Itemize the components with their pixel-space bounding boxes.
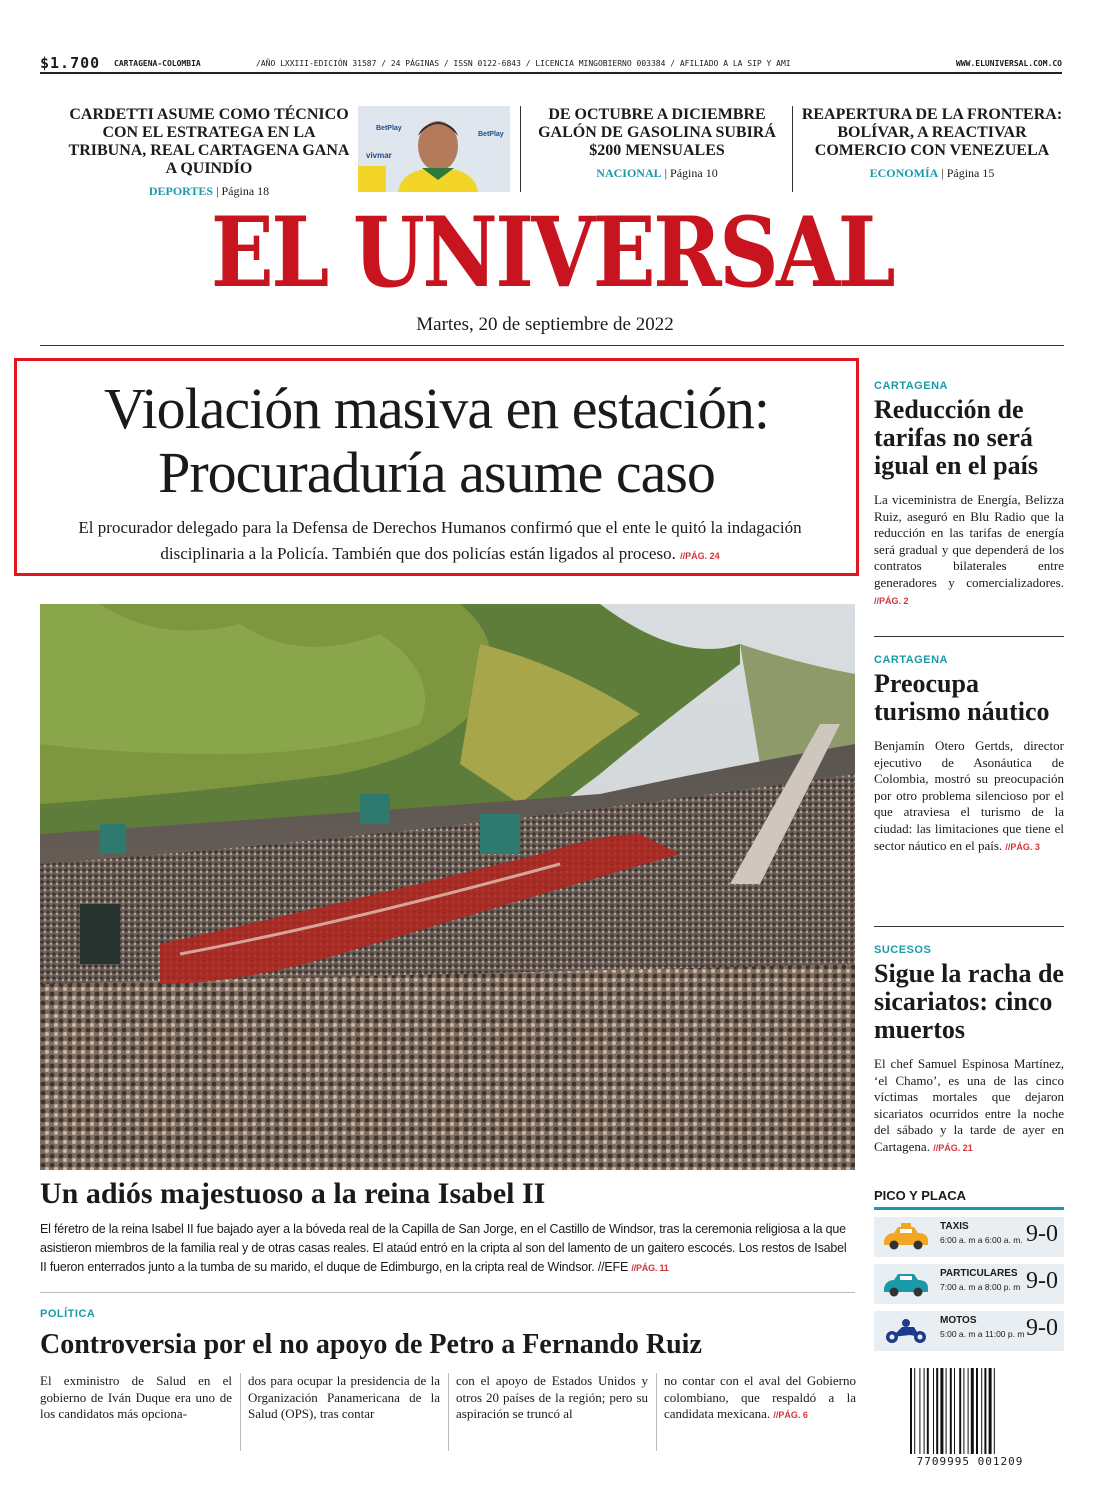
masthead-title: EL UNIVERSAL	[210, 196, 894, 309]
divider	[874, 926, 1064, 927]
svg-text:BetPlay: BetPlay	[376, 125, 402, 132]
divider	[240, 1373, 241, 1451]
funeral-photo	[40, 604, 855, 1170]
teaser-sports[interactable]	[64, 106, 354, 199]
lead-story[interactable]	[14, 358, 859, 576]
lead-deck: El procurador delegado para la Defensa de Derechos Humanos confirmó que el ente le quitó la indagación disciplinaria a la Policía. También que dos policías están ligados al proceso. //PÁG. 24	[78, 518, 802, 563]
pyp-row-taxis	[874, 1217, 1064, 1257]
teaser-page-ref: ECONOMÍA | Página 15	[869, 166, 995, 180]
pyp-label: MOTOS	[940, 1315, 977, 1326]
divider	[656, 1373, 657, 1451]
section-label: CARTAGENA	[874, 654, 948, 666]
pico-y-placa	[874, 1188, 1064, 1351]
story-headline: Reducción de tarifas no será igual en el país	[874, 395, 1038, 480]
website-link[interactable]: WWW.ELUNIVERSAL.COM.CO	[956, 59, 1062, 68]
teaser-economy[interactable]	[800, 106, 1064, 181]
pyp-digits: 9-0	[1026, 1221, 1058, 1247]
price: $1.700	[40, 54, 101, 72]
sidebar-story-crime[interactable]	[874, 944, 1064, 1157]
teaser-headline: DE OCTUBRE A DICIEMBRE GALÓN DE GASOLINA SUBIRÁ $200 MENSUALES	[538, 106, 776, 159]
story-body: Benjamín Otero Gertds, director ejecutivo de Asonáutica de Colombia, mostró su preocupación por otro problema silencioso por el que atraviesa el turismo de la ciudad: las limitaciones que tiene el sector náutico en el país. //PÁG. 3	[874, 738, 1064, 853]
motorcycle-icon	[880, 1317, 932, 1350]
sidebar-story-energy[interactable]	[874, 380, 1064, 609]
barcode	[908, 1368, 1032, 1454]
politics-headline[interactable]: Controversia por el no apoyo de Petro a Fernando Ruiz	[40, 1329, 702, 1360]
top-info-bar	[40, 54, 1062, 74]
pyp-hours: 5:00 a. m a 11:00 p. m	[940, 1329, 1025, 1339]
svg-text:BetPlay: BetPlay	[478, 131, 504, 138]
city-label: CARTAGENA-COLOMBIA	[114, 59, 201, 68]
pyp-hours: 7:00 a. m a 8:00 p. m	[940, 1282, 1021, 1292]
section-label: SUCESOS	[874, 944, 932, 956]
coach-photo	[358, 106, 510, 192]
divider	[874, 636, 1064, 637]
story-body: La viceministra de Energía, Belizza Ruiz, aseguró en Blu Radio que la reducción en las tarifas de energía será gradual y que dependerá de los contratos bilaterales entre generadores y comercializadores. //PÁG. 2	[874, 492, 1064, 606]
pyp-title: PICO Y PLACA	[874, 1188, 1064, 1210]
politics-column-3: con el apoyo de Estados Unidos y otros 20 países de la región; pero su aspiración se truncó al	[456, 1373, 648, 1422]
photo-story-caption: El féretro de la reina Isabel II fue bajado ayer a la bóveda real de la Capilla de San Jorge, en el Castillo de Windsor, tras la ceremonia religiosa a la que asistieron miembros de la familia real y de otras casas reales. El ataúd entró en la cripta al son del lamento de un gaitero escocés. Los restos de Isabel II fueron enterrados junto a la tumba de su marido, el duque de Edimburgo, en la cripta real de Windsor. //EFE //PÁG. 11	[40, 1222, 847, 1274]
barcode-number: 7709995 001209	[916, 1455, 1024, 1468]
pyp-row-motos	[874, 1311, 1064, 1351]
teaser-headline: REAPERTURA DE LA FRONTERA: BOLÍVAR, A REACTIVAR COMERCIO CON VENEZUELA	[801, 106, 1063, 159]
story-body: El chef Samuel Espinosa Martínez, ‘el Chamo’, es una de las cinco víctimas mortales que dejaron sicariatos ocurridos entre la noche del sábado y la tarde de ayer en Cartagena. //PÁG. 21	[874, 1056, 1064, 1154]
photo-story-headline: Un adiós majestuoso a la reina Isabel II	[40, 1177, 546, 1210]
pyp-label: PARTICULARES	[940, 1268, 1018, 1279]
politics-column-2: dos para ocupar la presidencia de la Organización Panamericana de la Salud (OPS), tras contar	[248, 1373, 440, 1422]
teaser-page-ref: NACIONAL | Página 10	[596, 166, 718, 180]
pyp-digits: 9-0	[1026, 1268, 1058, 1294]
teaser-national[interactable]	[530, 106, 784, 181]
divider	[792, 106, 793, 192]
lead-headline: Violación masiva en estación: Procuraduría asume caso	[104, 376, 769, 505]
sidebar-story-tourism[interactable]	[874, 654, 1064, 855]
pyp-row-particulares	[874, 1264, 1064, 1304]
story-headline: Preocupa turismo náutico	[874, 669, 1050, 726]
politics-column-4: no contar con el aval del Gobierno colombiano, que respaldó a la candidata mexicana. //PÁG. 6	[664, 1373, 856, 1422]
page-ref: //PÁG. 24	[680, 551, 720, 561]
car-icon	[880, 1270, 932, 1303]
pyp-hours: 6:00 a. m a 6:00 a. m.	[940, 1235, 1023, 1245]
section-label: POLÍTICA	[40, 1308, 96, 1320]
story-headline: Sigue la racha de sicariatos: cinco muertos	[874, 959, 1064, 1044]
taxi-icon	[880, 1223, 932, 1256]
politics-column-1: El exministro de Salud en el gobierno de Iván Duque era uno de los candidatos más opciona-	[40, 1373, 232, 1422]
teaser-headline: CARDETTI ASUME COMO TÉCNICO CON EL ESTRATEGA EN LA TRIBUNA, REAL CARTAGENA GANA A QUINDÍO	[68, 106, 350, 177]
edition-date: Martes, 20 de septiembre de 2022	[416, 314, 674, 335]
section-label: CARTAGENA	[874, 380, 948, 392]
pyp-label: TAXIS	[940, 1221, 969, 1232]
edition-info: /AÑO LXXIII-EDICIÓN 31587 / 24 PÁGINAS / ISSN 0122-6843 / LICENCIA MINGOBIERNO 003384 / AFILIADO A LA SIP Y AMI	[256, 59, 791, 68]
divider	[448, 1373, 449, 1451]
teaser-page-ref: DEPORTES | Página 18	[148, 184, 270, 198]
divider	[40, 1292, 855, 1293]
masthead-rule	[40, 345, 1064, 346]
pyp-digits: 9-0	[1026, 1315, 1058, 1341]
svg-text:vivmar: vivmar	[366, 151, 392, 160]
divider	[520, 106, 521, 192]
